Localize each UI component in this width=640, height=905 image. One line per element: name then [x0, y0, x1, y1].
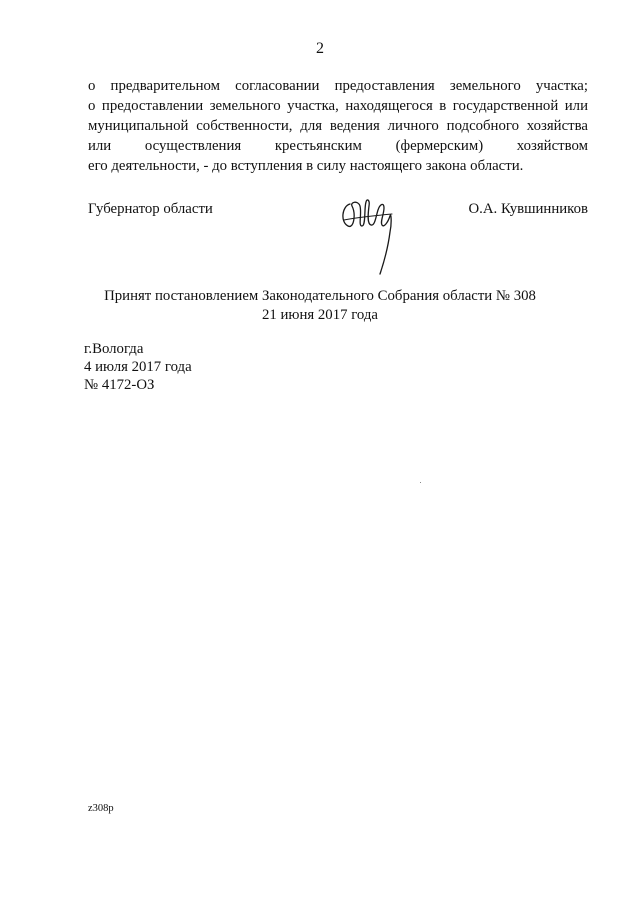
signature-block [88, 200, 588, 290]
page-number: 2 [316, 40, 324, 57]
body-paragraph [88, 76, 588, 176]
body-line: о предоставлении земельного участка, находящегося в государственной или [88, 98, 588, 114]
document-code: z308p [88, 803, 114, 814]
handwritten-signature [340, 192, 396, 284]
signatory-name: О.А. Кувшинников [468, 201, 588, 217]
body-line: его деятельности, - до вступления в силу настоящего закона области. [88, 158, 524, 174]
body-line: муниципальной собственности, для ведения личного подсобного хозяйства [88, 118, 588, 134]
adoption-date: 21 июня 2017 года [262, 307, 378, 323]
scan-speck [420, 482, 421, 483]
city: г.Вологда [84, 341, 144, 357]
law-number: № 4172-ОЗ [84, 377, 155, 393]
adoption-resolution: Принят постановлением Законодательного Собрания области № 308 [104, 288, 536, 304]
body-line: или осуществления крестьянским (фермерским) хозяйством [88, 138, 588, 154]
signing-date: 4 июля 2017 года [84, 359, 192, 375]
signatory-position: Губернатор области [88, 201, 213, 217]
body-line: о предварительном согласовании предоставления земельного участка; [88, 78, 588, 94]
adoption-note [0, 287, 640, 325]
place-and-date [84, 340, 192, 394]
